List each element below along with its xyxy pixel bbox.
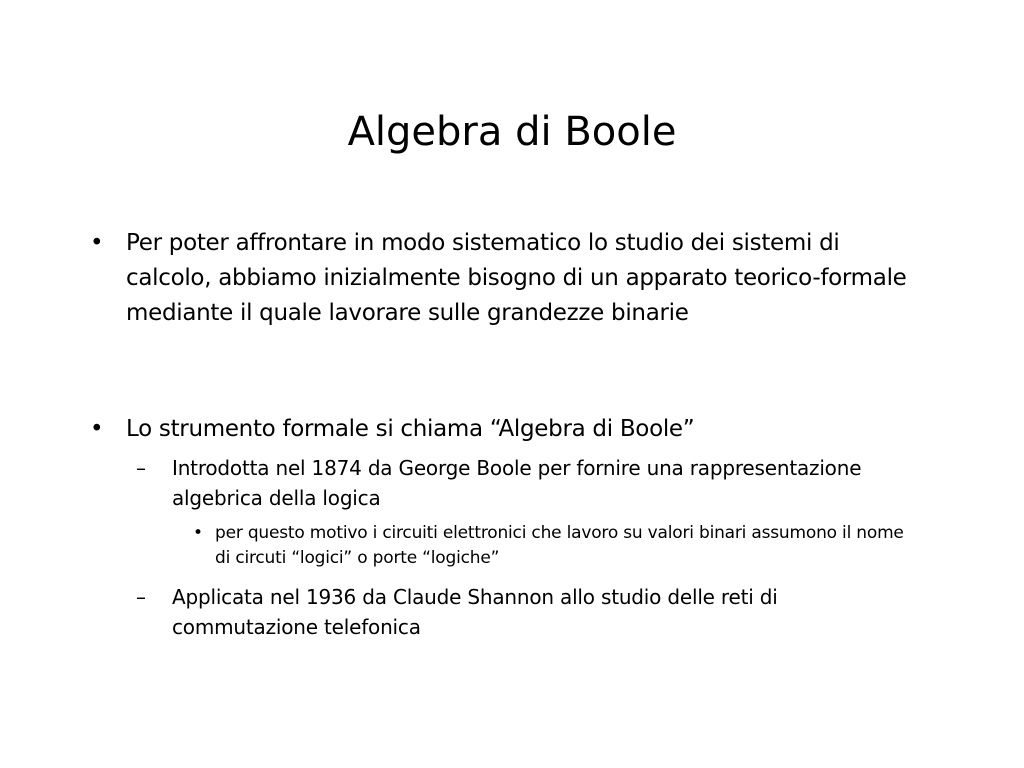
bullet-item-2 bbox=[90, 412, 916, 447]
sub-bullet-marker: • bbox=[193, 523, 203, 543]
sub-item-1 bbox=[136, 453, 922, 513]
slide-title: Algebra di Boole bbox=[347, 109, 677, 155]
bullet-marker: • bbox=[90, 416, 104, 442]
bullet-marker: • bbox=[90, 230, 104, 256]
sub-sub-item-text-1: per questo motivo i circuiti elettronici che lavoro su valori binari assumono il nome di circuti “logici” o porte “logiche” bbox=[215, 523, 904, 568]
sub-item-text-2: Applicata nel 1936 da Claude Shannon allo studio delle reti di commutazione telefonica bbox=[172, 585, 778, 639]
sub-sub-item-1 bbox=[193, 521, 915, 571]
sub-item-text-1: Introdotta nel 1874 da George Boole per fornire una rappresentazione algebrica della logica bbox=[172, 456, 862, 510]
bullet-text-1: Per poter affrontare in modo sistematico lo studio dei sistemi di calcolo, abbiamo inizialmente bisogno di un apparato teorico-formale mediante il quale lavorare sulle grandezze binarie bbox=[126, 230, 907, 326]
sub-item-2 bbox=[136, 582, 922, 642]
dash-marker: – bbox=[136, 585, 146, 609]
dash-marker: – bbox=[136, 456, 146, 480]
bullet-item-1 bbox=[90, 226, 916, 331]
bullet-text-2: Lo strumento formale si chiama “Algebra di Boole” bbox=[126, 416, 695, 442]
